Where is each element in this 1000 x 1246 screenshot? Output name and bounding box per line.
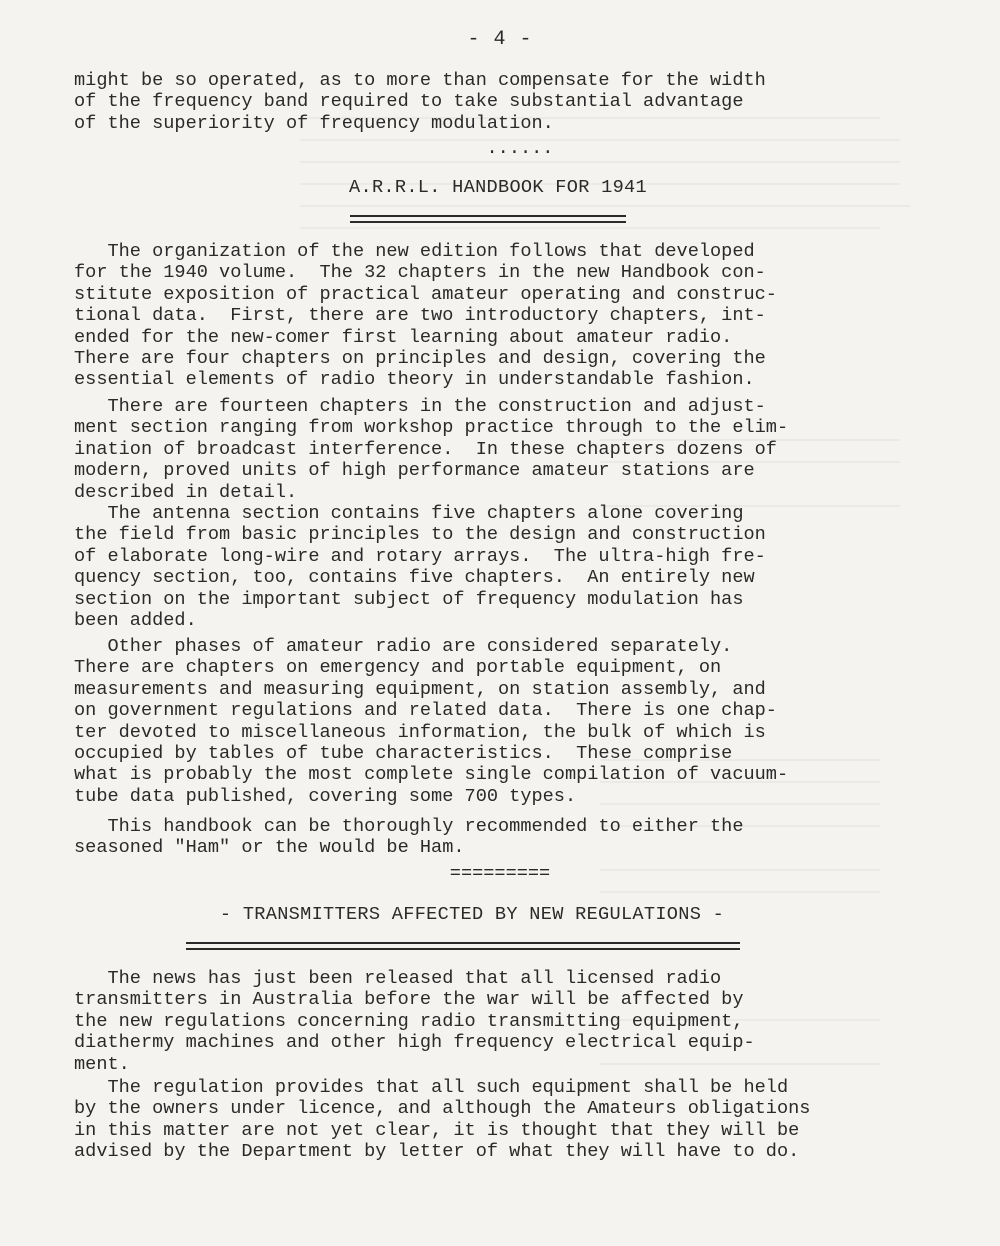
- paragraph-regulation: The regulation provides that all such equipment shall be held by the owners under licence, and although the Amateurs obligations in this matter are not yet clear, it is thought that they will be advised by the Department by letter of what they will have to do.: [74, 1077, 811, 1163]
- heading-underline: [350, 215, 626, 217]
- heading-underline: [186, 942, 740, 944]
- intro-separator: ......: [486, 138, 554, 159]
- section-heading-handbook: A.R.R.L. HANDBOOK FOR 1941: [349, 177, 647, 198]
- paragraph-recommendation: This handbook can be thoroughly recommended to either the seasoned "Ham" or the would be Ham.: [74, 816, 744, 859]
- section-separator: =========: [449, 863, 551, 884]
- paragraph-news: The news has just been released that all licensed radio transmitters in Australia before the war will be affected by the new regulations concerning radio transmitting equipment, diathermy machines and other high frequency electrical equip- ment.: [74, 968, 755, 1075]
- section-heading-transmitters: - TRANSMITTERS AFFECTED BY NEW REGULATIONS -: [219, 904, 725, 925]
- paragraph-antenna: The antenna section contains five chapters alone covering the field from basic principles to the design and construction of elaborate long-wire and rotary arrays. The ultra-high fre- quency section, too, contains five chapters. An entirely new section on the important subject of frequency modulation has been added.: [74, 503, 766, 632]
- intro-paragraph: might be so operated, as to more than compensate for the width of the frequency band required to take substantial advantage of the superiority of frequency modulation.: [74, 70, 766, 134]
- paragraph-organization: The organization of the new edition follows that developed for the 1940 volume. The 32 chapters in the new Handbook con- stitute exposition of practical amateur operating and construc- tional data. First, there are two introductory chapters, int- ended for the new-comer first learning about amateur radio. There are four chapters on principles and design, covering the essential elements of radio theory in understandable fashion.: [74, 241, 777, 391]
- heading-underline-double: [350, 221, 626, 223]
- paragraph-other-phases: Other phases of amateur radio are considered separately. There are chapters on emergency and portable equipment, on measurements and measuring equipment, on station assembly, and on government regulations and related data. There is one chap- ter devoted to miscellaneous information, the bulk of which is occupied by tables of tube characteristics. These comprise what is probably the most complete single compilation of vacuum- tube data published, covering some 700 types.: [74, 636, 789, 807]
- page-number: - 4 -: [467, 28, 533, 51]
- paragraph-construction: There are fourteen chapters in the construction and adjust- ment section ranging from workshop practice through to the elim- ination of broadcast interference. In these chapters dozens of modern, proved units of high performance amateur stations are described in detail.: [74, 396, 789, 503]
- heading-underline-double: [186, 948, 740, 950]
